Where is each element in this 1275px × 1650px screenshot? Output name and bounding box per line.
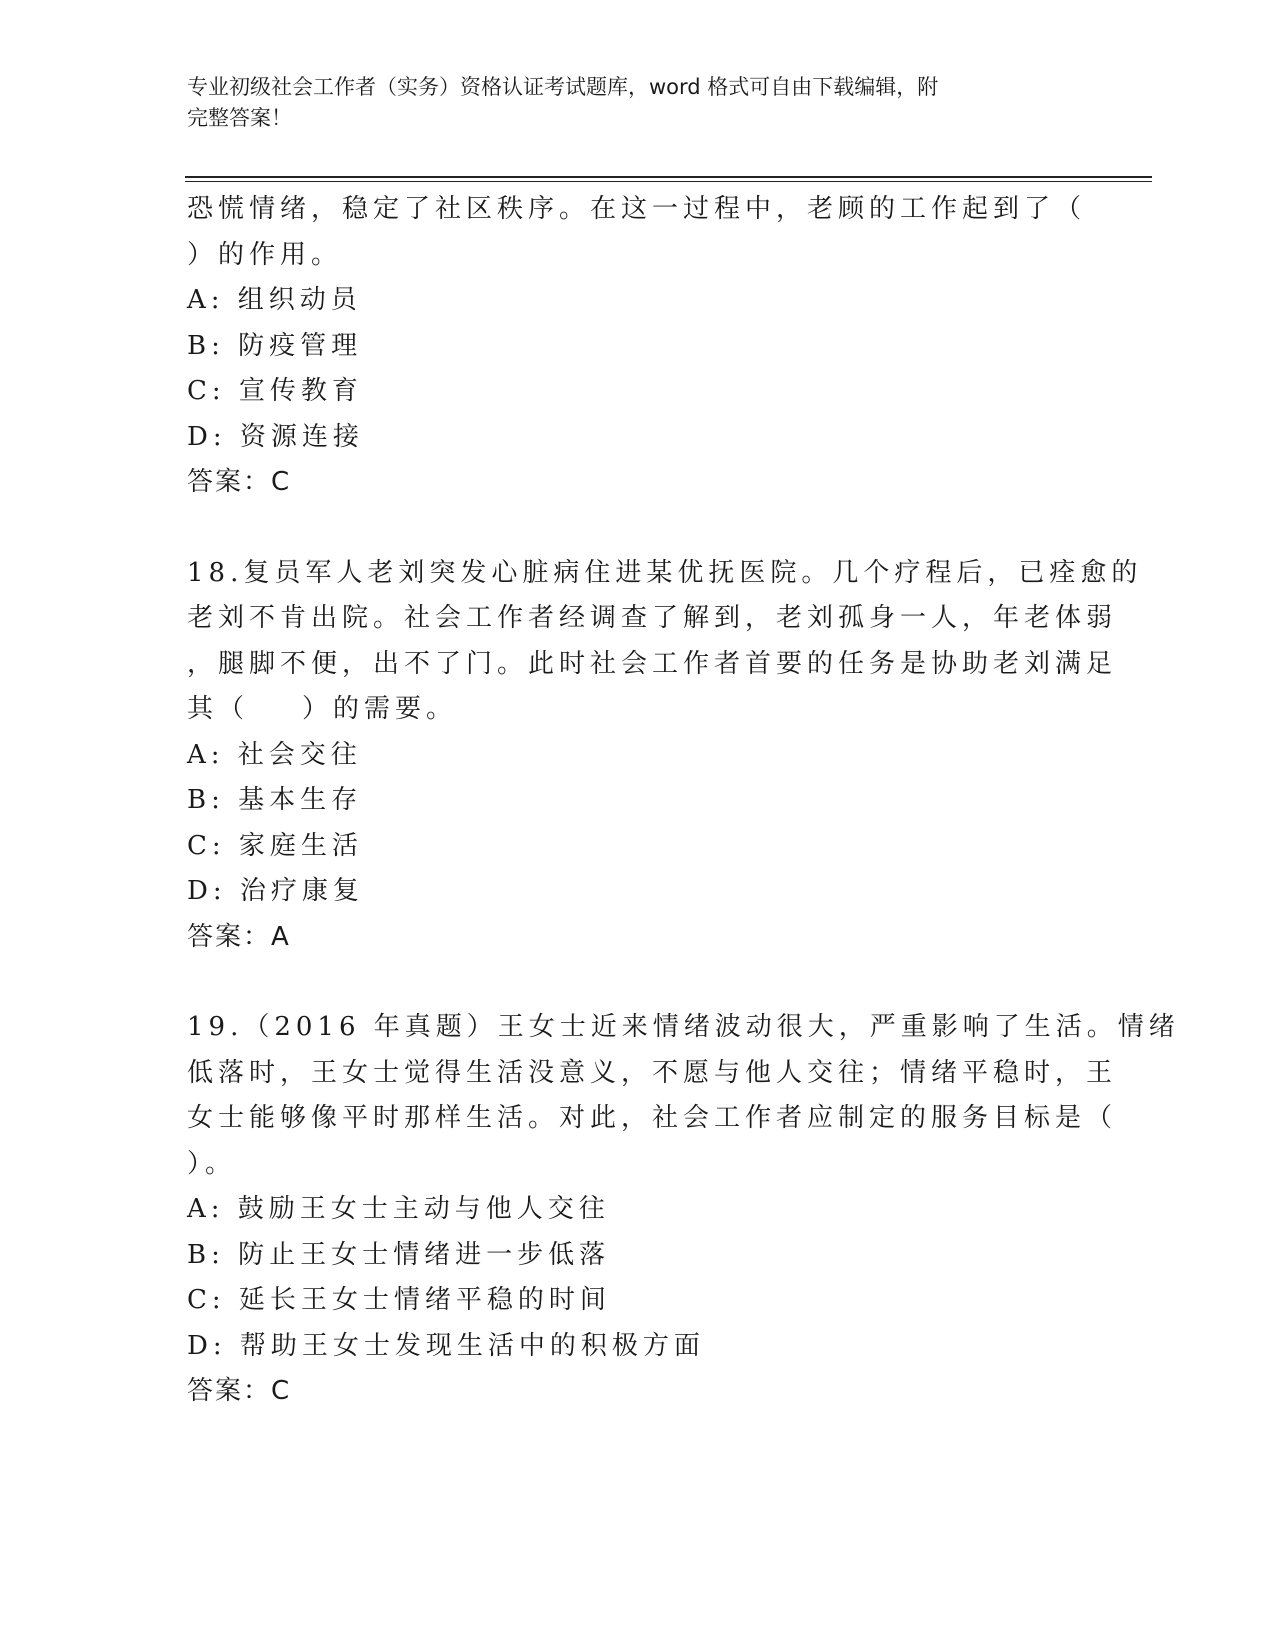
question-19: [187, 1005, 1180, 1415]
option-d: D: 资源连接: [187, 421, 364, 452]
header-line-1: 专业初级社会工作者（实务）资格认证考试题库，word 格式可自由下载编辑，附: [187, 75, 939, 99]
question-18: [187, 551, 1143, 961]
option-b: B: 防疫管理: [187, 330, 363, 361]
question-stem-line: ）。: [187, 1148, 237, 1179]
option-c: C: 家庭生活: [187, 830, 363, 861]
question-stem-line: 其（ ）的需要。: [187, 694, 458, 724]
option-c: C: 延长王女士情绪平稳的时间: [187, 1285, 611, 1315]
question-stem-line: ）的作用。: [187, 239, 343, 270]
answer: 答案：A: [187, 921, 291, 952]
question-stem-line: ，腿脚不便，出不了门。此时社会工作者首要的任务是协助老刘满足: [187, 648, 1118, 679]
option-d: D: 治疗康复: [187, 876, 364, 906]
answer: 答案：C: [187, 467, 292, 497]
option-b: B: 防止王女士情绪进一步低落: [187, 1239, 611, 1270]
question-17: [187, 187, 1087, 506]
option-d: D: 帮助王女士发现生活中的积极方面: [187, 1330, 705, 1361]
question-stem-line: 恐慌情绪，稳定了社区秩序。在这一过程中，老顾的工作起到了（: [187, 194, 1087, 224]
document-header: [187, 72, 1067, 134]
header-line-2: 完整答案！: [187, 106, 292, 130]
header-rule-thin: [185, 181, 1152, 182]
option-c: C: 宣传教育: [187, 376, 363, 406]
header-rule-thick: [185, 176, 1152, 178]
answer: 答案：C: [187, 1376, 292, 1406]
option-a: A: 社会交往: [187, 739, 362, 770]
question-stem-line: 女士能够像平时那样生活。对此，社会工作者应制定的服务目标是（: [187, 1103, 1118, 1133]
option-a: A: 鼓励王女士主动与他人交往: [187, 1194, 610, 1224]
option-b: B: 基本生存: [187, 785, 363, 815]
question-content: [187, 187, 1180, 1415]
question-stem-line: 18.复员军人老刘突发心脏病住进某优抚医院。几个疗程后，已痊愈的: [187, 557, 1143, 588]
question-stem-line: 低落时，王女士觉得生活没意义，不愿与他人交往；情绪平稳时，王: [187, 1057, 1118, 1088]
question-stem-line: 老刘不肯出院。社会工作者经调查了解到，老刘孤身一人，年老体弱: [187, 603, 1118, 633]
option-a: A: 组织动员: [187, 285, 362, 315]
question-stem-line: 19.（2016 年真题）王女士近来情绪波动很大，严重影响了生活。情绪: [187, 1012, 1180, 1042]
